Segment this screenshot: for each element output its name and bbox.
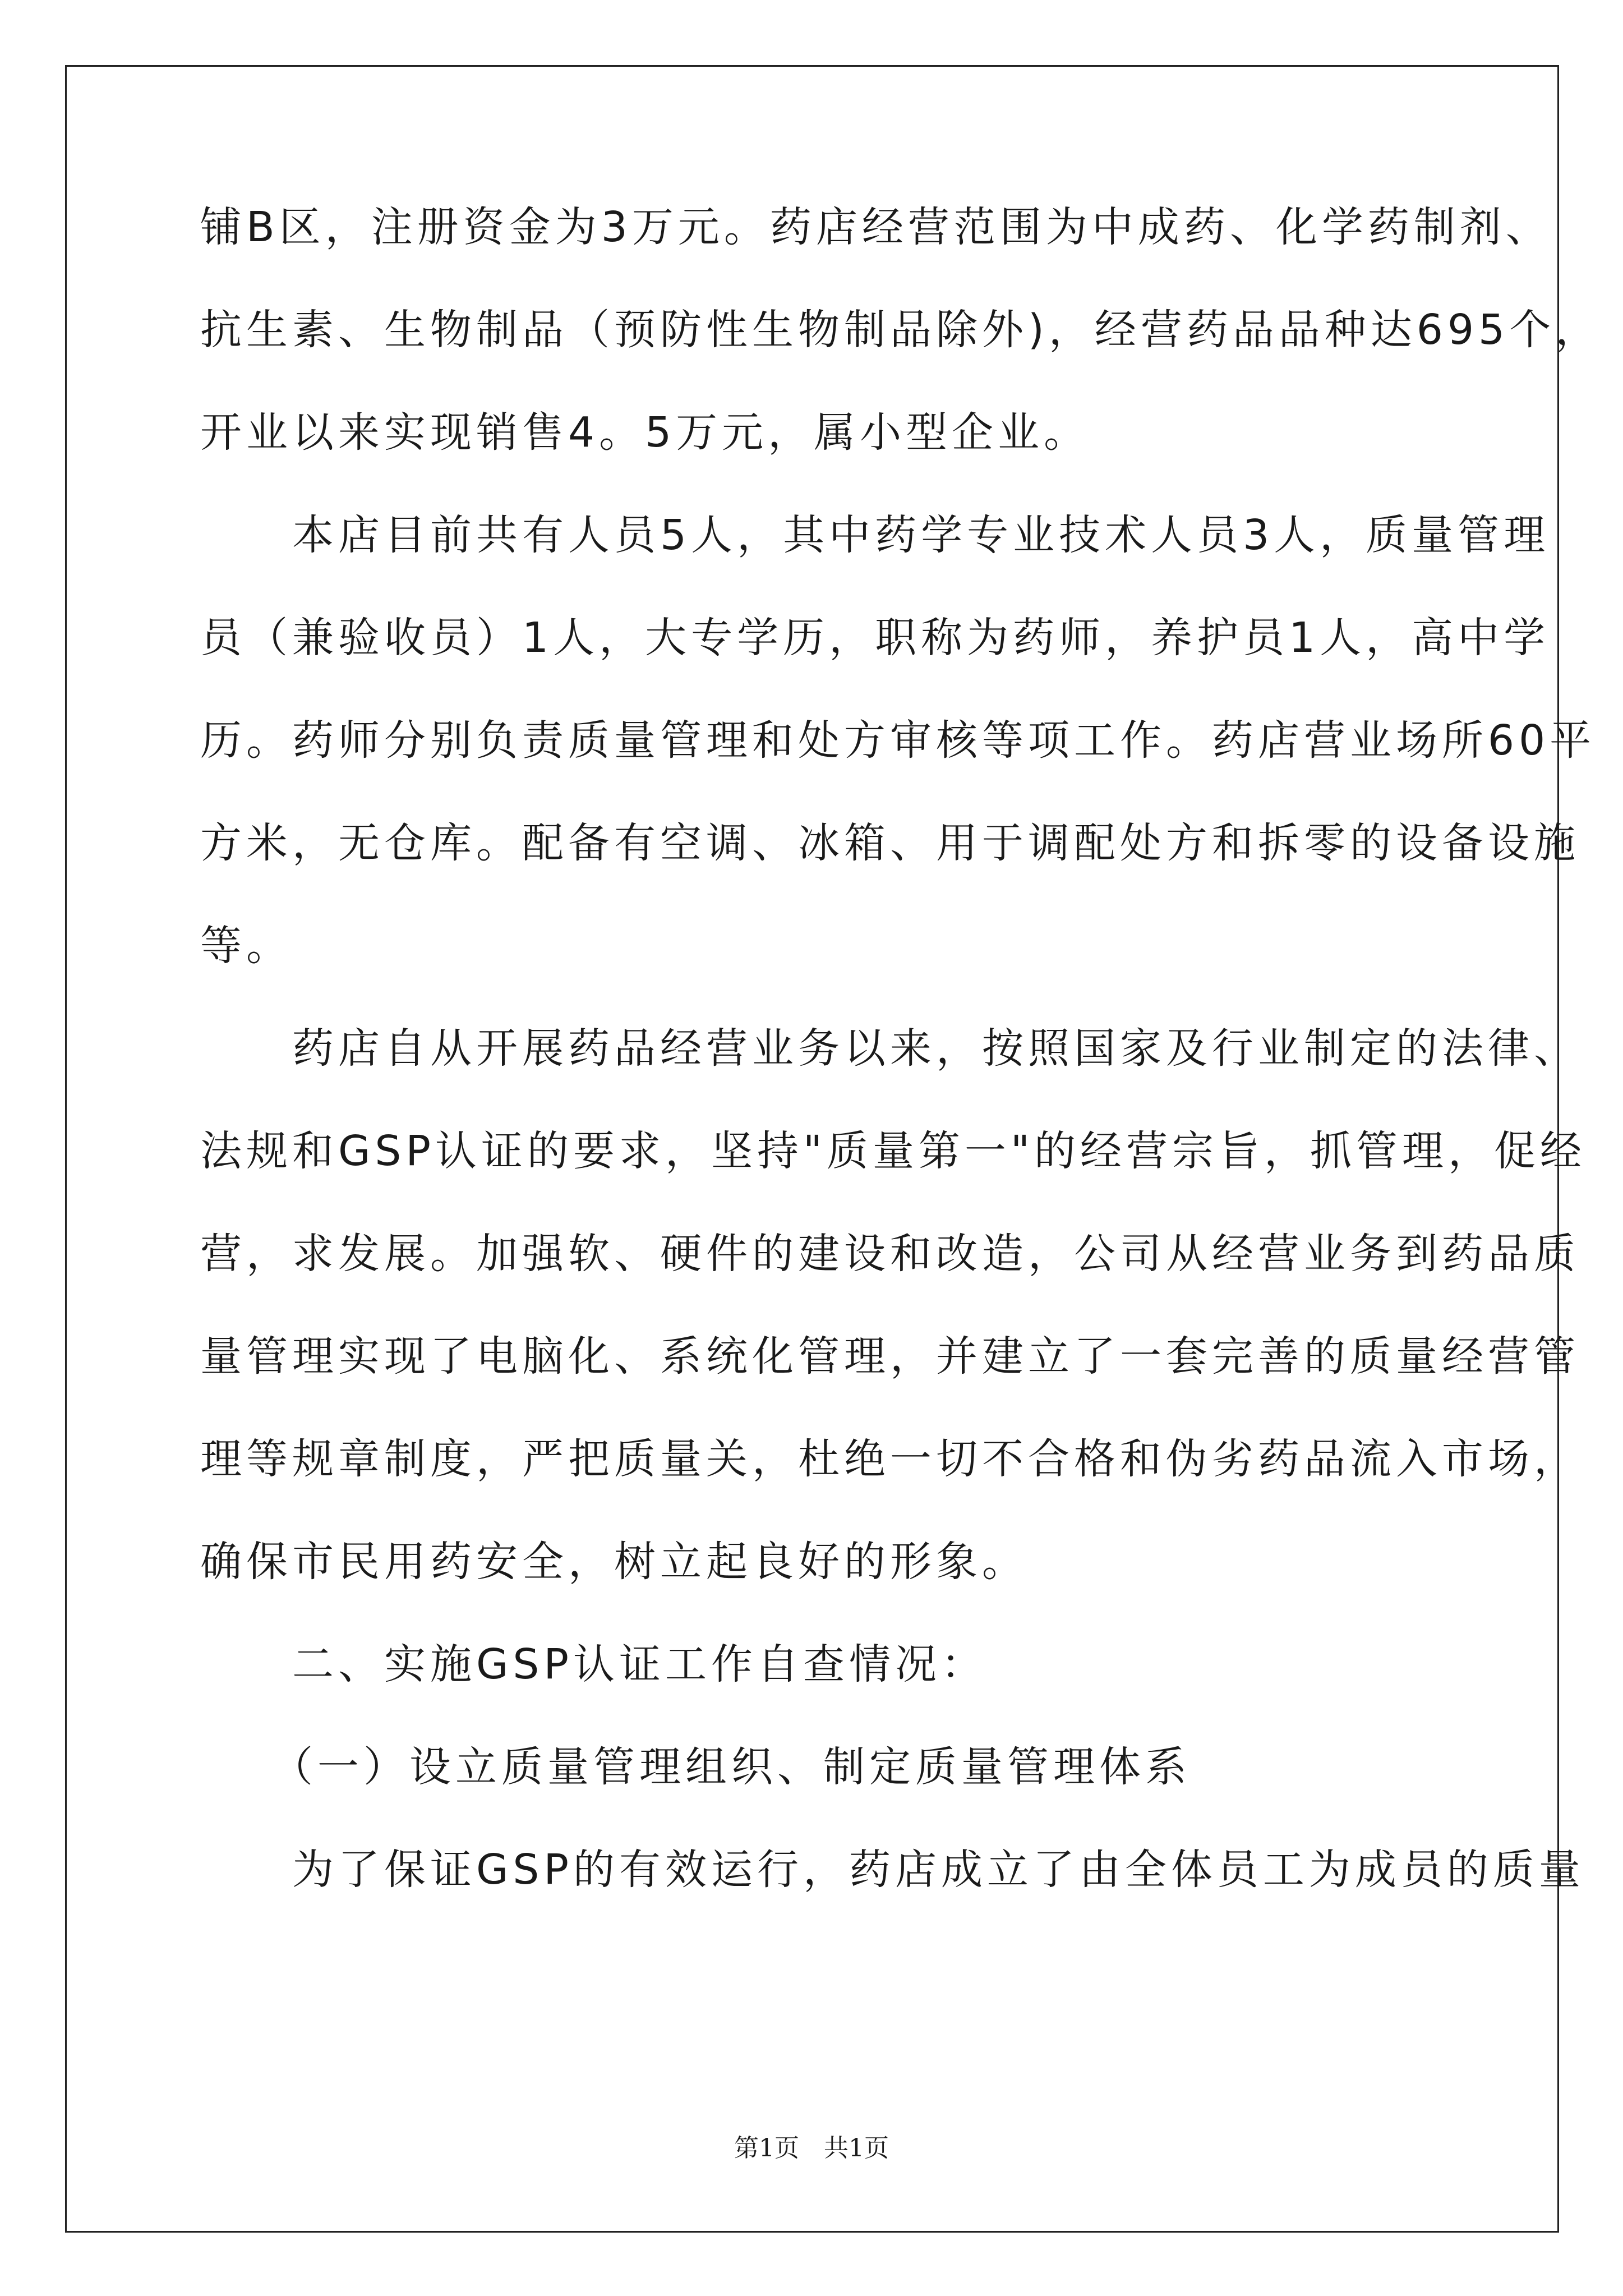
text-line: 方米，无仓库。配备有空调、冰箱、用于调配处方和拆零的设备设施 <box>200 819 1580 867</box>
text-line: 铺B区，注册资金为3万元。药店经营范围为中成药、化学药制剂、 <box>200 203 1552 251</box>
text-line: 营，求发展。加强软、硬件的建设和改造，公司从经营业务到药品质 <box>200 1230 1580 1278</box>
text-line: 等。 <box>200 922 292 970</box>
text-line: 药店自从开展药品经营业务以来，按照国家及行业制定的法律、 <box>200 1024 1580 1073</box>
text-line: 开业以来实现销售4。5万元，属小型企业。 <box>200 408 1090 457</box>
text-line: 本店目前共有人员5人，其中药学专业技术人员3人，质量管理 <box>200 511 1550 559</box>
page-footer: 第1页 共1页 <box>734 2134 889 2162</box>
text-line: 历。药师分别负责质量管理和处方审核等项工作。药店营业场所60平 <box>200 716 1596 765</box>
section-heading: 二、实施GSP认证工作自查情况： <box>200 1640 987 1688</box>
text-line: 理等规章制度，严把质量关，杜绝一切不合格和伪劣药品流入市场， <box>200 1435 1580 1483</box>
subsection-heading: （一）设立质量管理组织、制定质量管理体系 <box>200 1743 1191 1791</box>
text-line: 抗生素、生物制品（预防性生物制品除外)，经营药品品种达695个， <box>200 306 1602 354</box>
text-line: 为了保证GSP的有效运行，药店成立了由全体员工为成员的质量 <box>200 1846 1585 1894</box>
text-line: 量管理实现了电脑化、系统化管理，并建立了一套完善的质量经营管 <box>200 1332 1580 1381</box>
text-line: 员（兼验收员）1人，大专学历，职称为药师，养护员1人，高中学 <box>200 614 1550 662</box>
text-line: 法规和GSP认证的要求，坚持"质量第一"的经营宗旨，抓管理，促经 <box>200 1127 1587 1175</box>
text-line: 确保市民用药安全，树立起良好的形象。 <box>200 1538 1028 1586</box>
